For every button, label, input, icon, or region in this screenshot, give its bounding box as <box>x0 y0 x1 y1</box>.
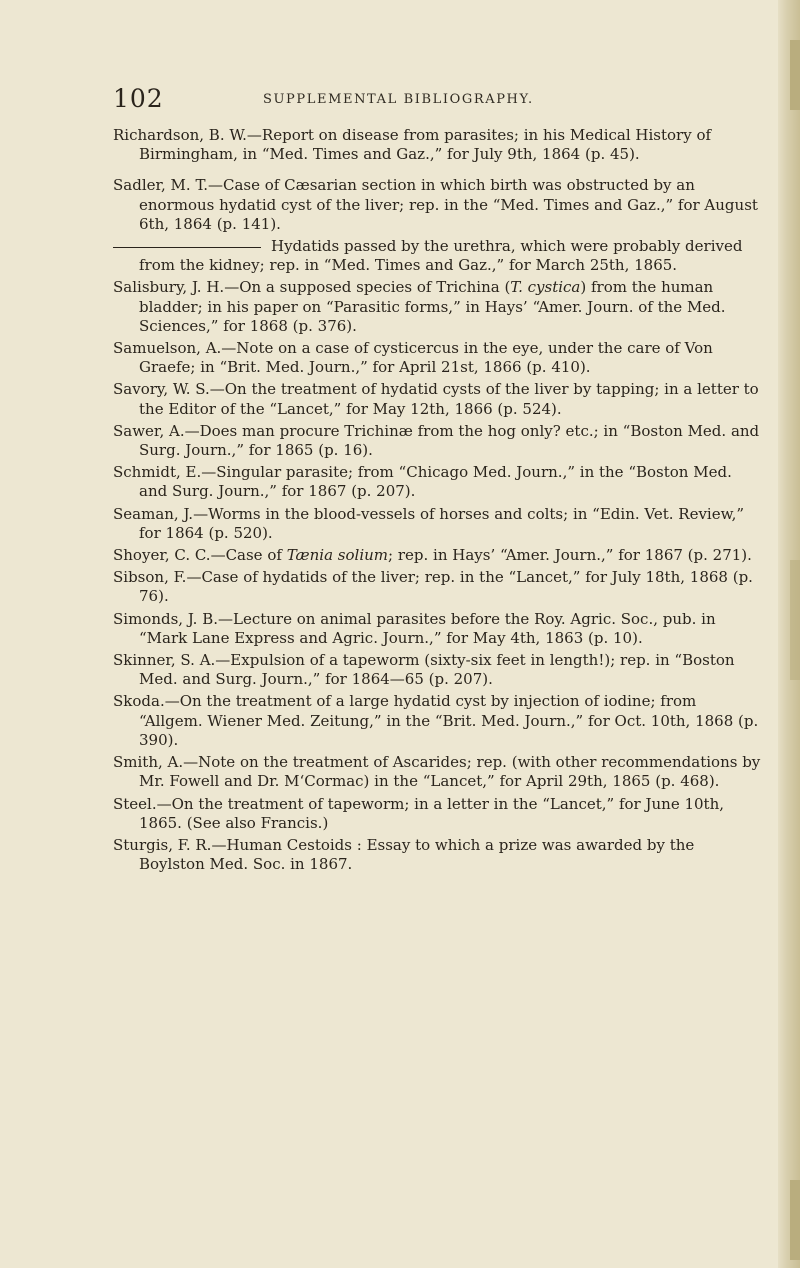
bibliography-entry-savory <box>113 380 763 418</box>
edge-mark <box>790 560 800 680</box>
bibliography-entry-salisbury <box>113 278 763 336</box>
entry-text: Savory, W. S.—On the treatment of hydatid cysts of the liver by tapping; in a letter to the Editor of the “Lancet,” for May 12th, 1866 (p. 524). <box>113 380 759 418</box>
page-edge-shadow <box>778 0 800 1268</box>
bibliography-entry-sadler <box>113 176 763 234</box>
entry-text: Schmidt, E.—Singular parasite; from “Chicago Med. Journ.,” in the “Boston Med. and Surg. Journ.,” for 1867 (p. 207). <box>113 463 732 501</box>
bibliography-entry-shoyer <box>113 546 763 565</box>
edge-mark <box>790 40 800 110</box>
species-name: Tænia solium <box>286 546 389 565</box>
bibliography-entry-sadler-cont <box>113 237 763 275</box>
page-header <box>113 84 713 120</box>
bibliography-entry-skinner <box>113 651 763 689</box>
bibliography-entry-seaman <box>113 505 763 543</box>
bibliography-entry-schmidt <box>113 463 763 501</box>
bibliography-entry-sturgis <box>113 836 763 874</box>
bibliography-list <box>113 126 763 874</box>
entry-text: Sadler, M. T.—Case of Cæsarian section in which birth was obstructed by an enormous hydatid cyst of the liver; rep. in the “Med. Times and Gaz.,” for August 6th, 1864 (p. 141). <box>113 176 758 233</box>
ditto-rule <box>113 247 261 248</box>
page-number: 102 <box>113 84 164 113</box>
entry-text: Hydatids passed by the urethra, which were probably derived from the kidney; rep. in “Med. Times and Gaz.,” for March 25th, 1865. <box>139 237 743 275</box>
entry-text: Smith, A.—Note on the treatment of Ascarides; rep. (with other recommendations by Mr. Fowell and Dr. M‘Cormac) in the “Lancet,” for April 29th, 1865 (p. 468). <box>113 753 761 791</box>
entry-text: Salisbury, J. H.—On a supposed species of Trichina ( <box>113 278 511 297</box>
entry-text: Samuelson, A.—Note on a case of cysticercus in the eye, under the care of Von Graefe; in “Brit. Med. Journ.,” for April 21st, 1866 (p. 410). <box>113 339 713 377</box>
species-name: T. cystica <box>510 278 581 297</box>
entry-text: Simonds, J. B.—Lecture on animal parasites before the Roy. Agric. Soc., pub. in “Mark Lane Express and Agric. Journ.,” for May 4th, 1863 (p. 10). <box>113 609 716 647</box>
entry-text: ; rep. in Hays’ “Amer. Journ.,” for 1867 (p. 271). <box>388 546 752 565</box>
bibliography-entry-simonds <box>113 610 763 648</box>
entry-text: Skinner, S. A.—Expulsion of a tapeworm (sixty-six feet in length!); rep. in “Boston Med. and Surg. Journ.,” for 1864—65 (p. 207). <box>113 651 735 689</box>
bibliography-entry-steel <box>113 795 763 833</box>
running-title: SUPPLEMENTAL BIBLIOGRAPHY. <box>263 92 534 107</box>
bibliography-entry-richardson <box>113 126 763 164</box>
bibliography-entry-skoda <box>113 692 763 750</box>
entry-text: Sturgis, F. R.—Human Cestoids : Essay to which a prize was awarded by the Boylston Med. Soc. in 1867. <box>113 835 695 874</box>
entry-text: Steel.—On the treatment of tapeworm; in a letter in the “Lancet,” for June 10th, 1865. (See also Francis.) <box>113 794 725 832</box>
edge-mark <box>790 1180 800 1260</box>
entry-text: Skoda.—On the treatment of a large hydatid cyst by injection of iodine; from “Allgem. Wiener Med. Zeitung,” in the “Brit. Med. Journ.,” for Oct. 10th, 1868 (p. 390). <box>113 692 759 749</box>
entry-text: Sawer, A.—Does man procure Trichinæ from the hog only? etc.; in “Boston Med. and Surg. Journ.,” for 1865 (p. 16). <box>113 421 760 460</box>
bibliography-entry-samuelson <box>113 339 763 377</box>
bibliography-entry-sawer <box>113 422 763 460</box>
entry-text: Richardson, B. W.—Report on disease from parasites; in his Medical History of Birmingham, in “Med. Times and Gaz.,” for July 9th, 1864 (p. 45). <box>113 126 712 164</box>
entry-text: Seaman, J.—Worms in the blood-vessels of horses and colts; in “Edin. Vet. Review,” for 1864 (p. 520). <box>113 504 745 542</box>
bibliography-entry-smith <box>113 753 763 791</box>
entry-text: Sibson, F.—Case of hydatids of the liver; rep. in the “Lancet,” for July 18th, 1868 (p. 76). <box>113 568 753 606</box>
bibliography-entry-sibson <box>113 568 763 606</box>
entry-text: ) from the human bladder; in his paper on “Parasitic forms,” in Hays’ “Amer. Journ. of the Med. Sciences,” for 1868 (p. 376). <box>139 278 726 335</box>
entry-text: Shoyer, C. C.—Case of <box>113 546 287 565</box>
